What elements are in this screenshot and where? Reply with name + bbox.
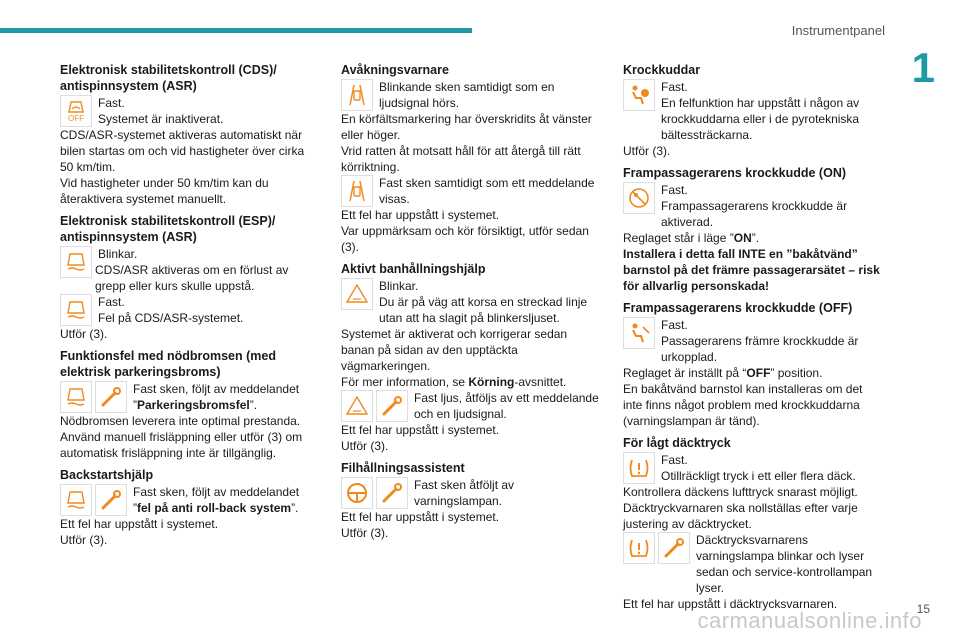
body-text: En bakåtvänd barnstol kan installeras om det inte finns något problem med krockkuddarna (varningslampan är tänd).: [623, 382, 863, 428]
column-1: [60, 60, 310, 548]
wrench-icon: [376, 477, 408, 509]
body-text: CDS/ASR-systemet aktiveras automatiskt när bilen startas om och vid hastigheter över cirka 50 km/tim.: [60, 128, 305, 174]
icon-text: Blinkande sken samtidigt som en ljudsignal hörs.: [379, 80, 555, 110]
passenger-airbag-on-icon: [623, 182, 655, 214]
column-2: [341, 60, 603, 541]
body-text: Systemet är aktiverat och korrigerar sedan banan på sidan av den upptäckta vägmarkeringen.: [341, 327, 568, 373]
body-text: Använd manuell frisläppning eller utför (3) om automatisk frisläppning inte är tillgänglig.: [60, 430, 303, 460]
steering-wheel-icon: [341, 477, 373, 509]
wrench-icon: [95, 484, 127, 516]
wrench-icon: [95, 381, 127, 413]
body-text: CDS/ASR aktiveras om en förlust av grepp eller kurs skulle uppstå.: [95, 263, 289, 293]
icon-text: Däcktrycksvarnarens varningslampa blinkar och lyser sedan och service-kontrollampan lyser.: [696, 533, 873, 595]
body-text: Utför (3).: [341, 526, 389, 540]
svg-text:OFF: OFF: [68, 114, 84, 123]
column-3: [623, 60, 885, 612]
section-heading: Elektronisk stabilitetskontroll (CDS)/ antispinnsystem (ASR): [60, 63, 277, 93]
airbag-icon: [623, 79, 655, 111]
icon-text: Systemet är inaktiverat.: [98, 112, 224, 126]
esc-icon: [60, 294, 92, 326]
body-text: Utför (3).: [341, 439, 389, 453]
lane-keeping-icon: [341, 278, 373, 310]
body-text: Ett fel har uppstått i systemet.: [341, 510, 500, 524]
icon-text: Fast.: [661, 80, 688, 94]
body-text: Reglaget står i läge ”ON”.: [623, 231, 760, 245]
esc-icon: [60, 246, 92, 278]
section-heading: Aktivt banhållningshjälp: [341, 262, 486, 276]
tyre-pressure-icon: [623, 532, 655, 564]
section-heading: Frampassagerarens krockkudde (OFF): [623, 301, 853, 315]
section-heading: Funktionsfel med nödbromsen (med elektrisk parkeringsbroms): [60, 349, 276, 379]
icon-text: Otillräckligt tryck i ett eller flera däck.: [661, 469, 856, 483]
icon-text: Frampassagerarens krockkudde är aktiverad.: [661, 199, 848, 229]
body-text: Däcktryckvarnaren ska nollställas efter varje justering av däcktrycket.: [623, 501, 858, 531]
icon-text: Fast.: [661, 318, 688, 332]
section-heading: Elektronisk stabilitetskontroll (ESP)/ antispinnsystem (ASR): [60, 214, 276, 244]
icon-text: Fast sken samtidigt som ett meddelande visas.: [379, 176, 595, 206]
body-text: Utför (3).: [623, 144, 671, 158]
warning-text: Installera i detta fall INTE en ”bakåtvänd” barnstol på det främre passagerarsätet – risk för allvarlig personskada!: [623, 247, 880, 293]
icon-text: Fast sken åtföljt av varningslampan.: [414, 478, 515, 508]
body-text: Ett fel har uppstått i däcktrycksvarnaren.: [623, 597, 838, 611]
body-text: Nödbromsen leverera inte optimal prestanda.: [60, 414, 301, 428]
chapter-number: 1: [911, 44, 935, 91]
page-number: 15: [916, 602, 930, 616]
body-text: Utför (3).: [60, 327, 108, 341]
header-accent-bar: [0, 28, 472, 33]
icon-text: Fast.: [98, 96, 125, 110]
lane-departure-icon: [341, 79, 373, 111]
icon-text: Blinkar.: [98, 247, 138, 261]
lane-departure-icon: [341, 175, 373, 207]
icon-text: Fast sken, följt av meddelandet ”fel på anti roll-back system”.: [133, 485, 300, 515]
section-heading: För lågt däcktryck: [623, 436, 731, 450]
body-text: Utför (3).: [60, 533, 108, 547]
esc-icon: [60, 381, 92, 413]
icon-text: Fast.: [98, 295, 125, 309]
section-heading: Avåkningsvarnare: [341, 63, 449, 77]
body-text: En körfältsmarkering har överskridits åt vänster eller höger.: [341, 112, 592, 142]
body-text: Var uppmärksam och kör försiktigt, utför sedan (3).: [341, 224, 589, 254]
body-text: Ett fel har uppstått i systemet.: [341, 423, 500, 437]
passenger-airbag-off-icon: [623, 317, 655, 349]
tyre-pressure-icon: [623, 452, 655, 484]
icon-text: Fast.: [661, 453, 688, 467]
icon-text: Fast ljus, åtföljs av ett meddelande och en ljudsignal.: [414, 391, 599, 421]
wrench-icon: [658, 532, 690, 564]
watermark: carmanualsonline.info: [697, 608, 922, 633]
icon-text: Passagerarens främre krockkudde är urkopplad.: [661, 334, 859, 364]
esc-icon: [60, 484, 92, 516]
esc-off-icon: [60, 95, 92, 127]
section-heading: Backstartshjälp: [60, 468, 154, 482]
body-text: Reglaget är inställt på “OFF” position.: [623, 366, 823, 380]
wrench-icon: [376, 390, 408, 422]
section-heading: Krockkuddar: [623, 63, 701, 77]
icon-text: Fast.: [661, 183, 688, 197]
body-text: Ett fel har uppstått i systemet.: [60, 517, 219, 531]
body-text: Kontrollera däckens lufttryck snarast möjligt.: [623, 485, 858, 499]
section-heading: Frampassagerarens krockkudde (ON): [623, 166, 847, 180]
body-text: Vid hastigheter under 50 km/tim kan du återaktivera systemet manuellt.: [60, 176, 269, 206]
section-heading: Filhållningsassistent: [341, 461, 465, 475]
icon-text: Fast sken, följt av meddelandet ”Parkeringsbromsfel”.: [133, 382, 300, 412]
icon-text: Fel på CDS/ASR-systemet.: [98, 311, 244, 325]
icon-text: Blinkar.: [379, 279, 419, 293]
icon-text: En felfunktion har uppstått i någon av krockkuddarna eller i de pyrotekniska bältessträckarna.: [661, 96, 860, 142]
body-text: Vrid ratten åt motsatt håll för att återgå till rätt körriktning.: [341, 144, 581, 174]
body-text: Ett fel har uppstått i systemet.: [341, 208, 500, 222]
section-title: Instrumentpanel: [791, 23, 885, 38]
body-text: För mer information, se Körning-avsnittet.: [341, 375, 567, 389]
lane-keeping-icon: [341, 390, 373, 422]
icon-text: Du är på väg att korsa en streckad linje utan att ha slagit på blinkersljuset.: [379, 295, 588, 325]
